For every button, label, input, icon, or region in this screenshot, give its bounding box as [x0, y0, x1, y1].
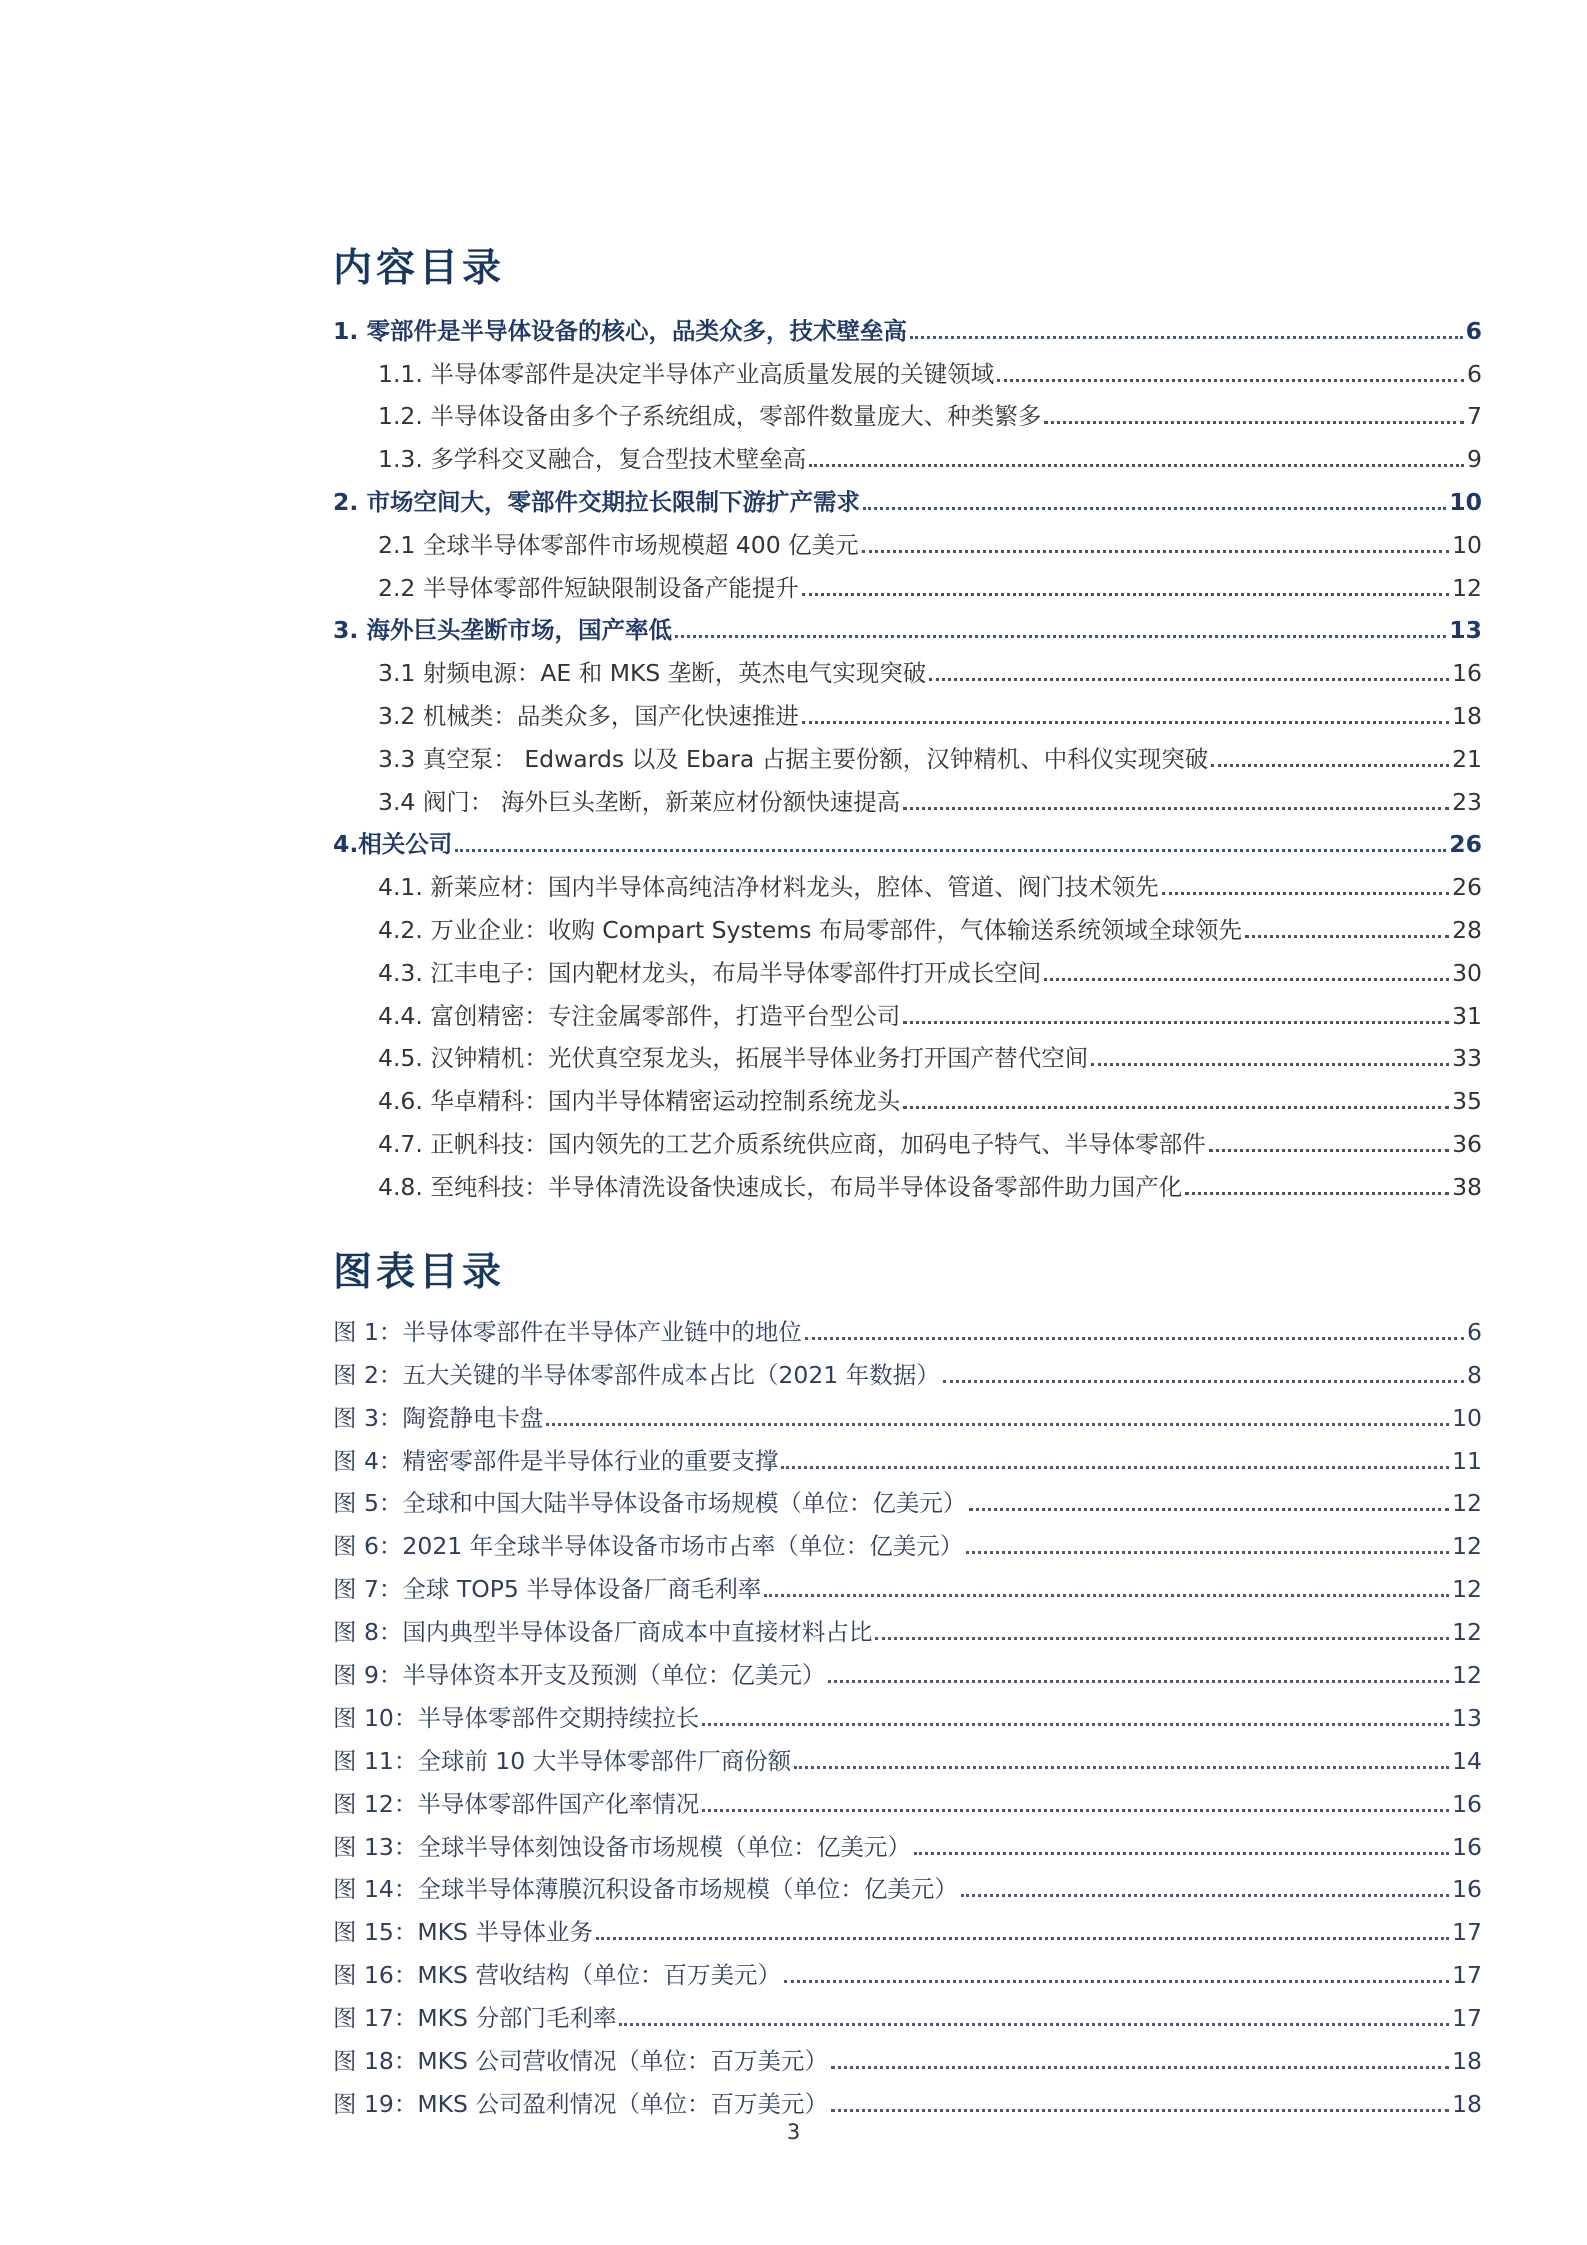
dot-leader	[455, 849, 1446, 852]
toc-entry[interactable]	[333, 731, 1482, 774]
toc-entry[interactable]	[333, 560, 1482, 603]
dot-leader	[794, 1766, 1449, 1769]
toc-entry[interactable]	[333, 431, 1482, 474]
toc-entry[interactable]	[333, 474, 1482, 517]
dot-leader	[875, 1637, 1449, 1640]
dot-leader	[1044, 978, 1449, 981]
toc-entry-title: 4.3. 江丰电子：国内靶材龙头，布局半导体零部件打开成长空间	[378, 958, 1042, 987]
toc-entry-title: 4.相关公司	[333, 830, 453, 859]
toc-entry-title: 4.2. 万业企业：收购 Compart Systems 布局零部件，气体输送系统领域全球领先	[378, 915, 1242, 944]
toc-entry[interactable]	[333, 774, 1482, 817]
figure-entry[interactable]	[333, 1347, 1482, 1390]
toc-entry[interactable]	[333, 517, 1482, 560]
dot-leader	[781, 1466, 1449, 1469]
dot-leader	[702, 1809, 1449, 1812]
figure-entry[interactable]	[333, 1390, 1482, 1433]
dot-leader	[828, 1680, 1449, 1683]
dot-leader	[702, 1723, 1449, 1726]
toc-entry-title: 1.2. 半导体设备由多个子系统组成，零部件数量庞大、种类繁多	[378, 402, 1042, 431]
dot-leader	[903, 807, 1449, 810]
figure-entry-title: 图 8：国内典型半导体设备厂商成本中直接材料占比	[333, 1618, 873, 1647]
figure-entry-title: 图 2：五大关键的半导体零部件成本占比（2021 年数据）	[333, 1360, 940, 1389]
dot-leader	[546, 1423, 1449, 1426]
toc-entry-page: 7	[1467, 402, 1482, 431]
toc-entry-title: 3.4 阀门： 海外巨头垄断，新莱应材份额快速提高	[378, 787, 901, 816]
figure-entry-page: 17	[1452, 1961, 1482, 1990]
toc-entry-page: 21	[1452, 744, 1482, 773]
toc-entry-title: 4.8. 至纯科技：半导体清洗设备快速成长，布局半导体设备零部件助力国产化	[378, 1172, 1183, 1201]
figure-entry[interactable]	[333, 1819, 1482, 1862]
dot-leader	[966, 1551, 1449, 1554]
dot-leader	[596, 1937, 1449, 1940]
dot-leader	[863, 507, 1446, 510]
dot-leader	[809, 464, 1464, 467]
toc-entry-page: 18	[1452, 701, 1482, 730]
toc-entry[interactable]	[333, 1031, 1482, 1074]
toc-entry[interactable]	[333, 988, 1482, 1031]
toc-entry-page: 31	[1452, 1001, 1482, 1030]
dot-leader	[802, 721, 1449, 724]
toc-entry-page: 26	[1449, 830, 1482, 859]
figure-entry-page: 16	[1452, 1875, 1482, 1904]
figures-list	[333, 1304, 1482, 2119]
figure-entry[interactable]	[333, 1561, 1482, 1604]
toc-entry-page: 28	[1452, 915, 1482, 944]
dot-leader	[831, 2109, 1449, 2112]
figure-entry-page: 18	[1452, 2089, 1482, 2118]
toc-entry-page: 36	[1452, 1129, 1482, 1158]
dot-leader	[862, 550, 1449, 553]
figure-entry[interactable]	[333, 1904, 1482, 1947]
dot-leader	[831, 2066, 1449, 2069]
figure-entry-page: 10	[1452, 1403, 1482, 1432]
dot-leader	[929, 678, 1449, 681]
toc-entry-title: 4.7. 正帆科技：国内领先的工艺介质系统供应商，加码电子特气、半导体零部件	[378, 1129, 1206, 1158]
toc-entry-title: 4.5. 汉钟精机：光伏真空泵龙头，拓展半导体业务打开国产替代空间	[378, 1044, 1089, 1073]
toc-entry-page: 9	[1467, 445, 1482, 474]
toc-entry-page: 26	[1452, 873, 1482, 902]
toc-entry-title: 2. 市场空间大，零部件交期拉长限制下游扩产需求	[333, 487, 860, 516]
figure-entry-page: 17	[1452, 2004, 1482, 2033]
toc-entry-page: 10	[1449, 487, 1482, 516]
figure-entry-title: 图 19：MKS 公司盈利情况（单位：百万美元）	[333, 2089, 828, 2118]
figure-entry[interactable]	[333, 1776, 1482, 1819]
toc-entry[interactable]	[333, 603, 1482, 646]
dot-leader	[802, 593, 1449, 596]
figure-entry-title: 图 16：MKS 营收结构（单位：百万美元）	[333, 1961, 781, 1990]
figure-entry-title: 图 12：半导体零部件国产化率情况	[333, 1789, 700, 1818]
dot-leader	[903, 1106, 1449, 1109]
toc-entry[interactable]	[333, 1116, 1482, 1159]
figure-entry[interactable]	[333, 1690, 1482, 1733]
toc-entry[interactable]	[333, 859, 1482, 902]
figure-entry[interactable]	[333, 2076, 1482, 2119]
dot-leader	[1211, 764, 1449, 767]
figure-entry-page: 8	[1467, 1360, 1482, 1389]
toc-entry-title: 4.6. 华卓精科：国内半导体精密运动控制系统龙头	[378, 1087, 901, 1116]
dot-leader	[1185, 1192, 1449, 1195]
dot-leader	[784, 1980, 1449, 1983]
figure-entry[interactable]	[333, 1604, 1482, 1647]
figure-entry-title: 图 7：全球 TOP5 半导体设备厂商毛利率	[333, 1575, 762, 1604]
figure-entry[interactable]	[333, 1476, 1482, 1519]
figure-entry-title: 图 17：MKS 分部门毛利率	[333, 2004, 617, 2033]
figure-entry-title: 图 5：全球和中国大陆半导体设备市场规模（单位：亿美元）	[333, 1489, 967, 1518]
toc-entry[interactable]	[333, 389, 1482, 432]
toc-entry-page: 13	[1449, 616, 1482, 645]
toc-entry-title: 2.1 全球半导体零部件市场规模超 400 亿美元	[378, 530, 859, 559]
dot-leader	[914, 1852, 1449, 1855]
figure-entry-page: 12	[1452, 1618, 1482, 1647]
figure-entry-title: 图 4：精密零部件是半导体行业的重要支撑	[333, 1446, 779, 1475]
figure-entry-title: 图 9：半导体资本开支及预测（单位：亿美元）	[333, 1661, 826, 1690]
toc-entry[interactable]	[333, 1073, 1482, 1116]
dot-leader	[764, 1594, 1449, 1597]
contents-list	[333, 303, 1482, 1202]
toc-entry-title: 4.1. 新莱应材：国内半导体高纯洁净材料龙头，腔体、管道、阀门技术领先	[378, 873, 1159, 902]
figure-entry-page: 12	[1452, 1575, 1482, 1604]
toc-entry-page: 30	[1452, 958, 1482, 987]
toc-entry-page: 10	[1452, 530, 1482, 559]
figure-entry-page: 13	[1452, 1703, 1482, 1732]
figure-entry-title: 图 10：半导体零部件交期持续拉长	[333, 1703, 700, 1732]
figure-entry[interactable]	[333, 1304, 1482, 1347]
toc-entry[interactable]	[333, 303, 1482, 346]
toc-entry-page: 33	[1452, 1044, 1482, 1073]
figure-entry-page: 6	[1467, 1317, 1482, 1346]
figure-entry-title: 图 6：2021 年全球半导体设备市场市占率（单位：亿美元）	[333, 1532, 964, 1561]
figure-entry-title: 图 13：全球半导体刻蚀设备市场规模（单位：亿美元）	[333, 1832, 911, 1861]
figure-entry-title: 图 18：MKS 公司营收情况（单位：百万美元）	[333, 2047, 828, 2076]
toc-entry-page: 12	[1452, 573, 1482, 602]
figure-entry-title: 图 14：全球半导体薄膜沉积设备市场规模（单位：亿美元）	[333, 1875, 958, 1904]
figure-entry[interactable]	[333, 1518, 1482, 1561]
figure-entry[interactable]	[333, 1733, 1482, 1776]
toc-entry[interactable]	[333, 817, 1482, 860]
toc-entry-title: 1.3. 多学科交叉融合，复合型技术壁垒高	[378, 445, 807, 474]
figure-entry[interactable]	[333, 2033, 1482, 2076]
toc-entry-page: 35	[1452, 1087, 1482, 1116]
figure-entry-title: 图 3：陶瓷静电卡盘	[333, 1403, 544, 1432]
toc-entry[interactable]	[333, 1159, 1482, 1202]
figure-entry[interactable]	[333, 1647, 1482, 1690]
toc-entry[interactable]	[333, 645, 1482, 688]
toc-entry-page: 6	[1467, 359, 1482, 388]
dot-leader	[943, 1380, 1464, 1383]
figure-entry-page: 12	[1452, 1661, 1482, 1690]
dot-leader	[1162, 892, 1449, 895]
toc-entry[interactable]	[333, 902, 1482, 945]
figure-entry-page: 14	[1452, 1746, 1482, 1775]
dot-leader	[675, 635, 1446, 638]
figure-entry-page: 16	[1452, 1789, 1482, 1818]
toc-entry-title: 2.2 半导体零部件短缺限制设备产能提升	[378, 573, 799, 602]
toc-entry-title: 3.3 真空泵： Edwards 以及 Ebara 占据主要份额，汉钟精机、中科仪实现突破	[378, 744, 1209, 773]
toc-entry-title: 1.1. 半导体零部件是决定半导体产业高质量发展的关键领域	[378, 359, 995, 388]
dot-leader	[1245, 935, 1449, 938]
figure-entry[interactable]	[333, 1433, 1482, 1476]
dot-leader	[910, 336, 1463, 339]
toc-entry-page: 23	[1452, 787, 1482, 816]
page-number: 3	[786, 2120, 801, 2144]
toc-entry-title: 1. 零部件是半导体设备的核心，品类众多，技术壁垒高	[333, 316, 907, 345]
figure-entry-page: 12	[1452, 1489, 1482, 1518]
toc-entry-title: 3. 海外巨头垄断市场，国产率低	[333, 616, 672, 645]
dot-leader	[903, 1021, 1449, 1024]
dot-leader	[1044, 421, 1464, 424]
dot-leader	[1091, 1063, 1449, 1066]
figure-entry[interactable]	[333, 1862, 1482, 1905]
contents-title: 内容目录	[333, 245, 506, 291]
figure-entry-title: 图 15：MKS 半导体业务	[333, 1918, 593, 1947]
dot-leader	[997, 379, 1464, 382]
figure-entry[interactable]	[333, 1990, 1482, 2033]
toc-entry-title: 3.1 射频电源：AE 和 MKS 垄断，英杰电气实现突破	[378, 659, 927, 688]
toc-entry[interactable]	[333, 945, 1482, 988]
dot-leader	[619, 2023, 1449, 2026]
dot-leader	[969, 1508, 1449, 1511]
toc-entry[interactable]	[333, 688, 1482, 731]
toc-entry[interactable]	[333, 346, 1482, 389]
figure-entry-page: 17	[1452, 1918, 1482, 1947]
toc-entry-title: 3.2 机械类：品类众多，国产化快速推进	[378, 701, 799, 730]
figure-entry-title: 图 1：半导体零部件在半导体产业链中的地位	[333, 1317, 802, 1346]
toc-entry-title: 4.4. 富创精密：专注金属零部件，打造平台型公司	[378, 1001, 901, 1030]
dot-leader	[1209, 1149, 1449, 1152]
figure-entry-page: 16	[1452, 1832, 1482, 1861]
figure-entry[interactable]	[333, 1947, 1482, 1990]
figure-entry-title: 图 11：全球前 10 大半导体零部件厂商份额	[333, 1746, 792, 1775]
figure-entry-page: 11	[1452, 1446, 1482, 1475]
dot-leader	[961, 1894, 1449, 1897]
dot-leader	[805, 1337, 1464, 1340]
toc-entry-page: 6	[1465, 316, 1482, 345]
toc-entry-page: 16	[1452, 659, 1482, 688]
figure-entry-page: 18	[1452, 2047, 1482, 2076]
figures-title: 图表目录	[333, 1249, 506, 1295]
figure-entry-page: 12	[1452, 1532, 1482, 1561]
toc-entry-page: 38	[1452, 1172, 1482, 1201]
